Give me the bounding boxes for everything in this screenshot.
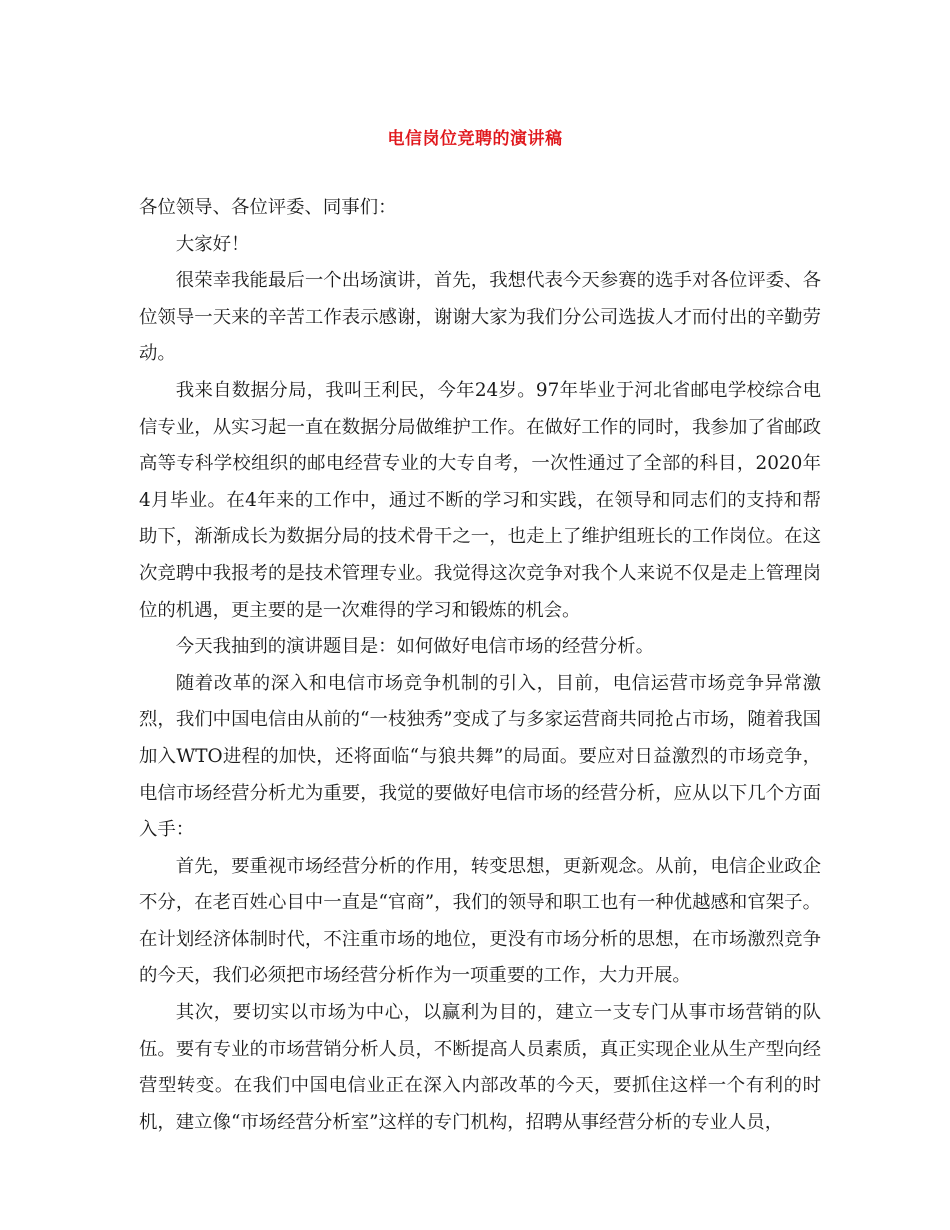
paragraph: 今天我抽到的演讲题目是：如何做好电信市场的经营分析。: [175, 636, 654, 658]
greeting-line: 各位领导、各位评委、同事们：: [139, 197, 397, 218]
paragraph: 我来自数据分局，我叫王利民，今年24岁。97年毕业于河北省邮电学校综合电信专业，从实习起一直在数据分局做维护工作。在做好工作的同时，我参加了省邮政高等专科学校组织的邮电经营专业的大专自考，一次性通过了全部的科目，2020年4月毕业。在4年来的工作中，通过不断的学习和实践，在领导和同志们的支持和帮助下，渐渐成长为数据分局的技术骨干之一，也走上了维护组班长的工作岗位。在这次竞聘中我报考的是技术管理专业。我觉得这次竞争对我个人来说不仅是走上管理岗位的机遇，更主要的是一次难得的学习和锻炼的机会。: [139, 379, 821, 621]
document-body: [139, 190, 821, 1141]
paragraph: 随着改革的深入和电信市场竞争机制的引入，目前，电信运营市场竞争异常激烈，我们中国电信由从前的“一枝独秀”变成了与多家运营商共同抢占市场，随着我国加入WTO进程的加快，还将面临“与狼共舞”的局面。要应对日益激烈的市场竞争，电信市场经营分析尤为重要，我觉的要做好电信市场的经营分析，应从以下几个方面入手：: [139, 672, 821, 841]
paragraph: 大家好！: [175, 233, 250, 255]
paragraph: 很荣幸我能最后一个出场演讲，首先，我想代表今天参赛的选手对各位评委、各位领导一天来的辛苦工作表示感谢，谢谢大家为我们分公司选拔人才而付出的辛勤劳动。: [139, 270, 821, 365]
paragraph: 其次，要切实以市场为中心，以赢利为目的，建立一支专门从事市场营销的队伍。要有专业的市场营销分析人员，不断提高人员素质，真正实现企业从生产型向经营型转变。在我们中国电信业正在深入内部改革的今天，要抓住这样一个有利的时机，建立像“市场经营分析室”这样的专门机构，招聘从事经营分析的专业人员，: [139, 1002, 821, 1133]
paragraph: 首先，要重视市场经营分析的作用，转变思想，更新观念。从前，电信企业政企不分，在老百姓心目中一直是“官商”，我们的领导和职工也有一种优越感和官架子。在计划经济体制时代，不注重市场的地位，更没有市场分析的思想，在市场激烈竞争的今天，我们必须把市场经营分析作为一项重要的工作，大力开展。: [139, 855, 821, 987]
document-title: 电信岗位竞聘的演讲稿: [387, 129, 563, 149]
